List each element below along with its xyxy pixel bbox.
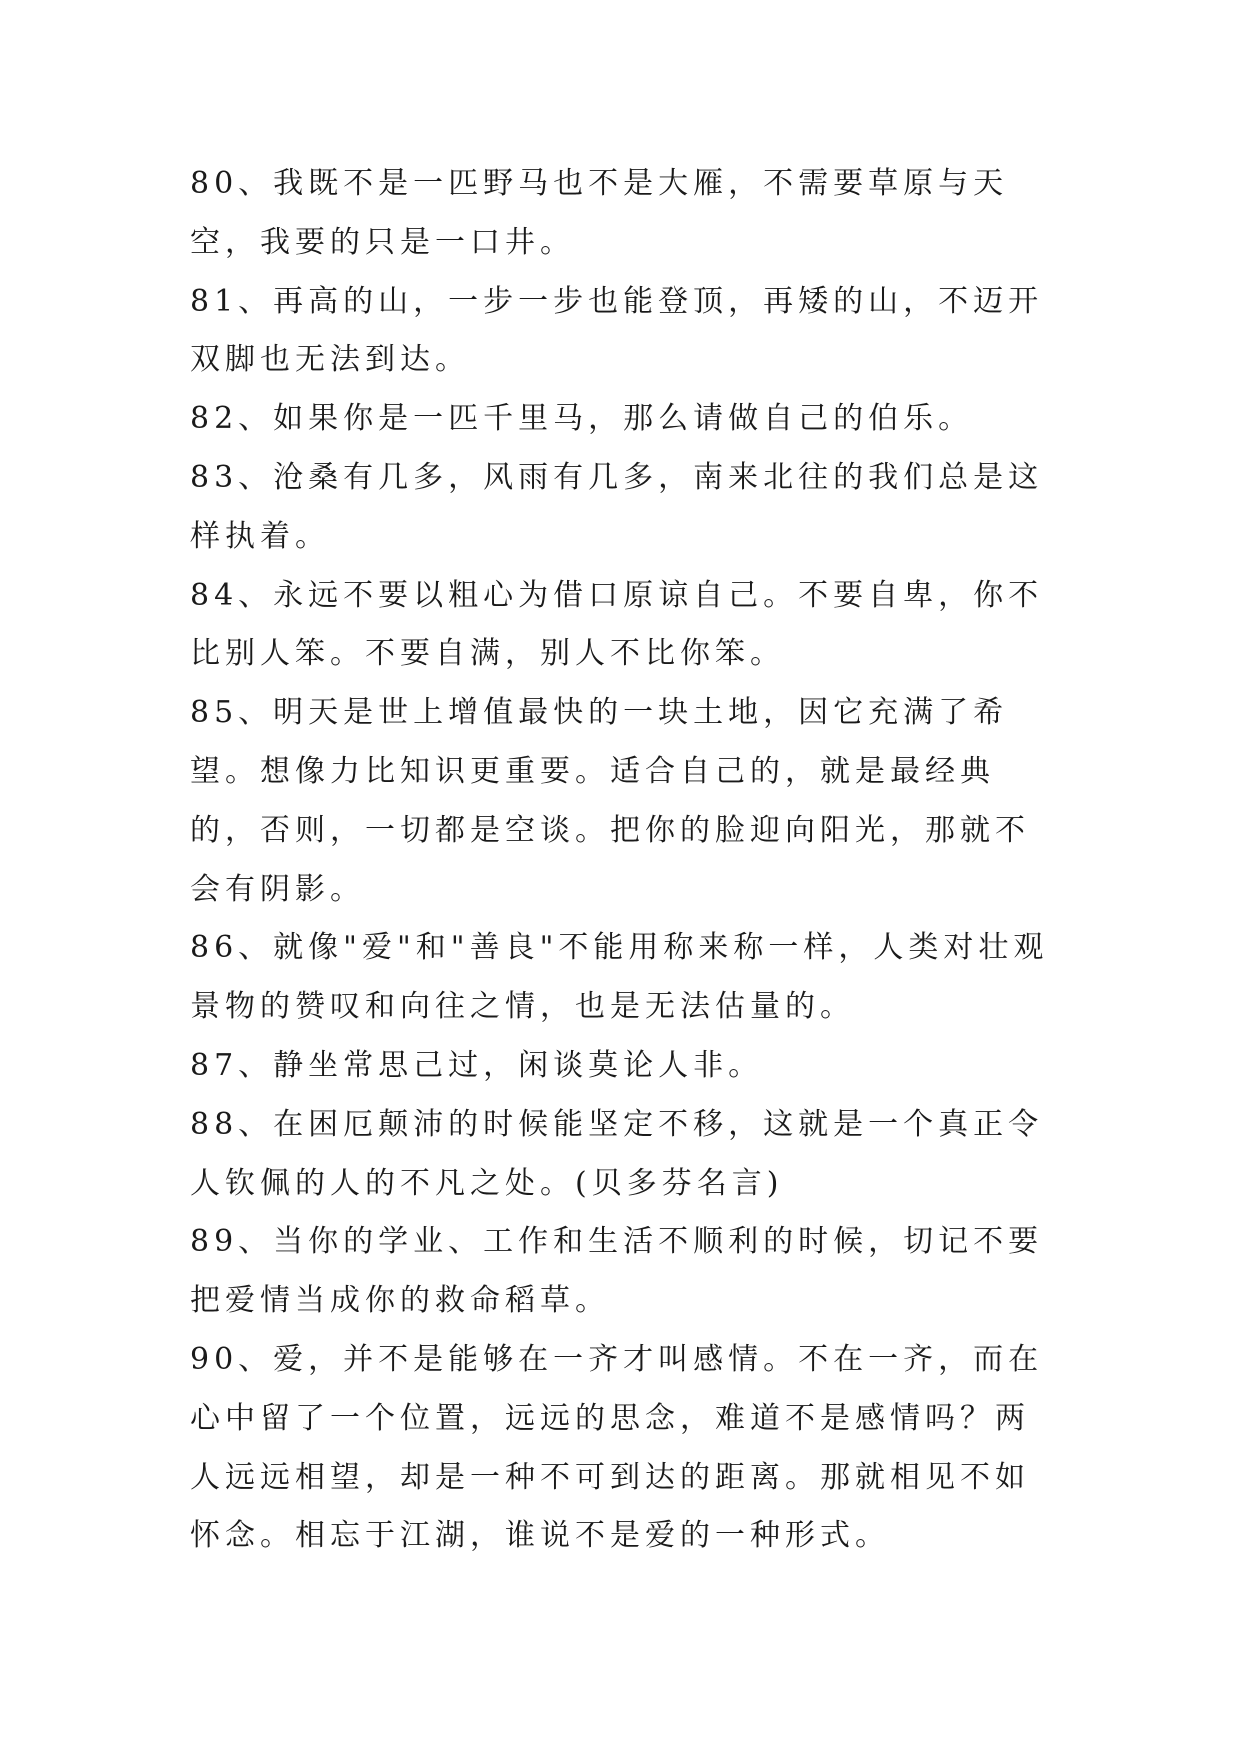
paragraph-85: 85、明天是世上增值最快的一块土地，因它充满了希望。想像力比知识更重要。适合自己的，就是最经典的，否则，一切都是空谈。把你的脸迎向阳光，那就不会有阴影。 <box>190 695 1030 907</box>
paragraph-82: 82、如果你是一匹千里马，那么请做自己的伯乐。 <box>190 401 974 437</box>
paragraph-81: 81、再高的山，一步一步也能登顶，再矮的山，不迈开双脚也无法到达。 <box>190 283 1044 378</box>
document-body <box>190 155 1058 1566</box>
paragraph-87: 87、静坐常思己过，闲谈莫论人非。 <box>190 1047 764 1083</box>
paragraph-90: 90、爱，并不是能够在一齐才叫感情。不在一齐，而在心中留了一个位置，远远的思念，难道不是感情吗？两人远远相望，却是一种不可到达的距离。那就相见不如怀念。相忘于江湖，谁说不是爱的一种形式。 <box>190 1341 1044 1554</box>
paragraph-88: 88、在困厄颠沛的时候能坚定不移，这就是一个真正令人钦佩的人的不凡之处。(贝多芬名言) <box>190 1106 1044 1201</box>
paragraph-84: 84、永远不要以粗心为借口原谅自己。不要自卑，你不比别人笨。不要自满，别人不比你笨。 <box>190 577 1044 672</box>
paragraph-83: 83、沧桑有几多，风雨有几多，南来北往的我们总是这样执着。 <box>190 459 1044 554</box>
paragraph-89: 89、当你的学业、工作和生活不顺利的时候，切记不要把爱情当成你的救命稻草。 <box>190 1224 1044 1319</box>
paragraph-80: 80、我既不是一匹野马也不是大雁，不需要草原与天空，我要的只是一口井。 <box>190 166 1009 260</box>
paragraph-86: 86、就像"爱"和"善良"不能用称来称一样，人类对壮观景物的赞叹和向往之情，也是无法估量的。 <box>190 930 1049 1025</box>
